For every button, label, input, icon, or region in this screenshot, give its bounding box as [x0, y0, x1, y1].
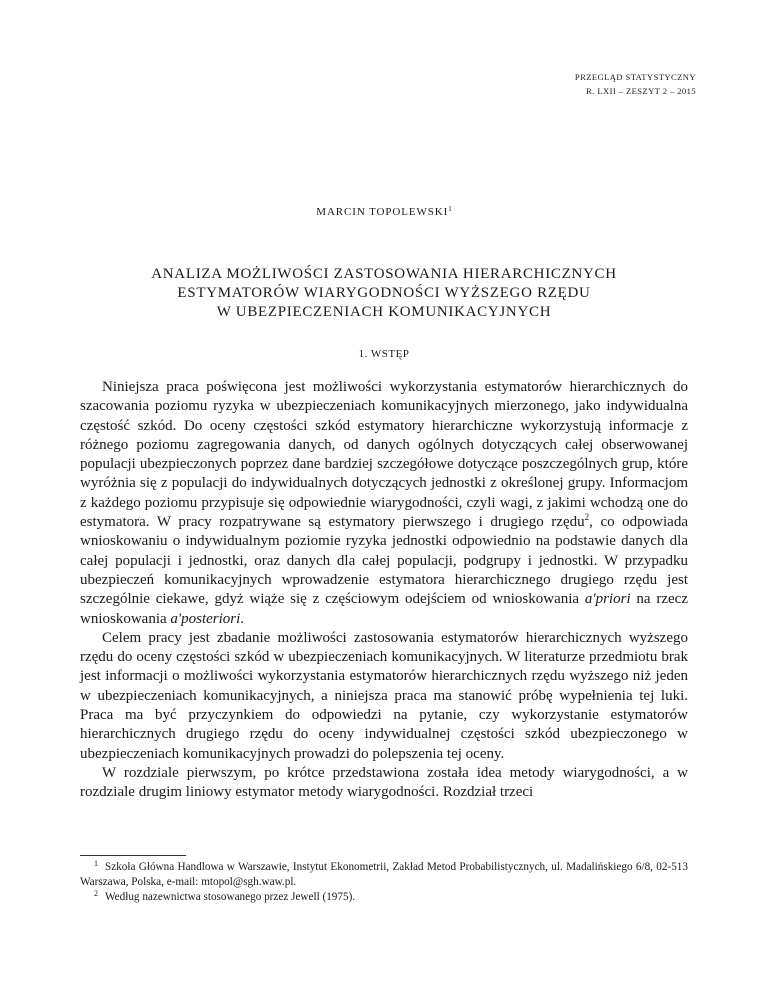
paragraph-1-part-b: , co odpowiada wnioskowaniu o indywidualnym poziomie ryzyka jednostki odpowiednio na podstawie danych dla całej populacji i jednostki, oraz danych dla całej populacji, podgrupy i jednostki. W przypadku ubezpieczeń komunikacyjnych wprowadzenie estymatora hierarchicznego drugiego rzędu jest szczególnie ciekawe, gdyż wiąże się z częściowym odejściem od wnioskowania: [80, 514, 688, 608]
journal-header: [575, 70, 696, 98]
paragraph-3: W rozdziale pierwszym, po krótce przedstawiona została idea metody wiarygodności, a w rozdziale drugim liniowy estymator metody wiarygodności. Rozdział trzeci: [80, 764, 688, 801]
paragraph-1-part-a: Niniejsza praca poświęcona jest możliwości wykorzystania estymatorów hierarchicznych do szacowania poziomu ryzyka w ubezpieczeniach komunikacyjnych mierzonego, jako indywidualna częstość szkód. Do oceny częstości szkód estymatory hierarchiczne wykorzystują informacje z różnego poziomu zagregowania danych, od danych ogólnych dotyczących całej obserwowanej populacji ubezpieczonych poprzez dane bardziej szczegółowe dotyczące poszczególnych grup, które wyróżnia się z populacji do indywidualnych dotyczących jednostki z określonej grupy. Informacjom z każdego poziomu przypisuje się odpowiednie wiarygodności, czyli wagi, z jakimi wchodzą one do estymatora. W pracy rozpatrywane są estymatory pierwszego i drugiego rzędu: [80, 379, 688, 531]
journal-name: PRZEGLĄD STATYSTYCZNY: [574, 72, 696, 82]
footnote-1-mark: 1: [94, 859, 98, 868]
title-line-2: ESTYMATORÓW WIARYGODNOŚCI WYŻSZEGO RZĘDU: [177, 285, 591, 301]
footnote-2: [80, 890, 688, 905]
body-text: [80, 378, 688, 803]
paragraph-1-part-d: .: [240, 610, 245, 627]
footnote-2-mark: 2: [94, 889, 98, 898]
title-line-3: W UBEZPIECZENIACH KOMUNIKACYJNYCH: [216, 304, 552, 320]
footnote-separator: [80, 855, 186, 856]
author-line: [0, 205, 768, 218]
section-heading: 1. WSTĘP: [358, 348, 410, 360]
footnote-2-text: Według nazewnictwa stosowanego przez Jewell (1975).: [105, 891, 356, 903]
paragraph-1-part-c: na rzecz wnioskowania: [80, 591, 688, 627]
footnote-ref-2: 2: [584, 512, 590, 523]
paragraph-1: [80, 378, 688, 629]
footnotes: [80, 860, 688, 905]
title-line-1: ANALIZA MOŻLIWOŚCI ZASTOSOWANIA HIERARCHICZNYCH: [151, 266, 617, 282]
author-name: MARCIN TOPOLEWSKI: [316, 206, 449, 218]
paragraph-2: Celem pracy jest zbadanie możliwości zastosowania estymatorów hierarchicznych wyższego rzędu do oceny częstości szkód w ubezpieczeniach komunikacyjnych. W literaturze przedmiotu brak jest informacji o możliwości wykorzystania estymatorów hierarchicznych rzędu wyższego niż jeden w ubezpieczeniach komunikacyjnych, a niniejsza praca ma stanowić próbę wypełnienia tej luki. Praca ma być przyczynkiem do odpowiedzi na pytanie, czy wykorzystanie estymatorów hierarchicznych drugiego rzędu do oceny indywidualnej częstości szkód ubezpieczonego w ubezpieczeniach komunikacyjnych prowadzi do polepszenia tej oceny.: [80, 629, 688, 762]
journal-volume: R. LXII – ZESZYT 2 – 2015: [586, 86, 696, 96]
italic-a-posteriori: a'posteriori: [170, 610, 241, 627]
italic-a-priori: a'priori: [584, 591, 631, 608]
article-title: [0, 265, 768, 322]
author-footnote-mark: 1: [448, 205, 452, 213]
footnote-1: [80, 860, 688, 890]
footnote-1-text: Szkoła Główna Handlowa w Warszawie, Instytut Ekonometrii, Zakład Metod Probabilistycznych, ul. Madalińskiego 6/8, 02-513 Warszawa, Polska, e-mail: mtopol@sgh.waw.pl.: [80, 861, 688, 888]
